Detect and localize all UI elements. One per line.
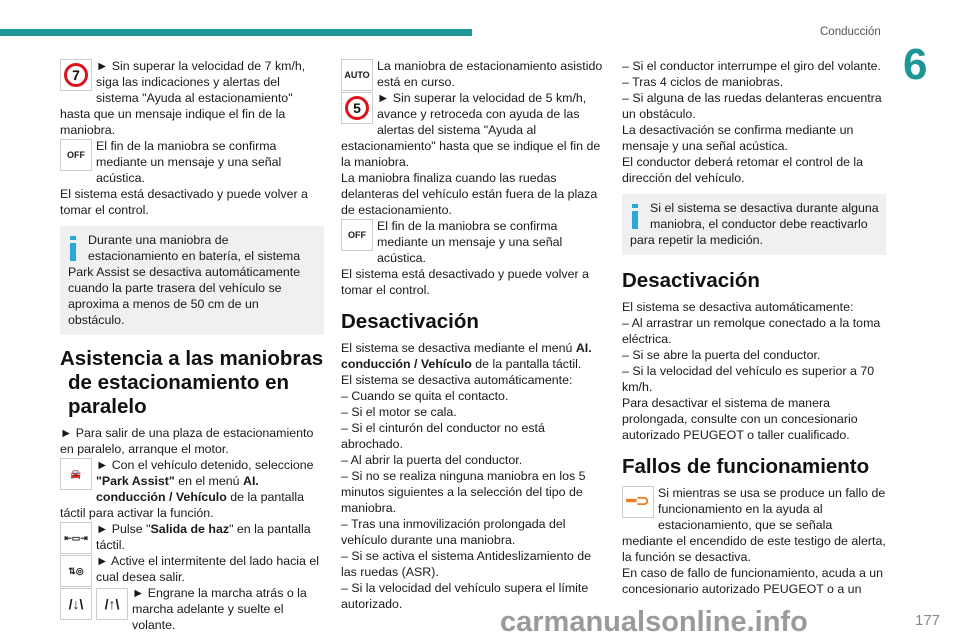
- wrench-warning-icon: ━⊃: [622, 486, 654, 518]
- paragraph: El sistema se desactiva mediante el menú AI. conducción / Vehículo de la pantalla táctil.: [341, 341, 592, 371]
- info-icon: [70, 236, 78, 262]
- steering-off-icon: OFF: [341, 219, 373, 251]
- car-icon: 🚘: [60, 458, 92, 490]
- paragraph: ► Con el vehículo detenido, seleccione "Park Assist" en el menú AI. conducción / Vehículo de la pantalla táctil para activar la función.: [60, 458, 314, 520]
- page-number: 177: [915, 612, 941, 629]
- paragraph: Si mientras se usa se produce un fallo de funcionamiento en la ayuda al estacionamiento, que se señala mediante el encendido de este testigo de alerta, la función se desactiva.: [622, 486, 886, 564]
- turn-signal-steering-icon: ⇅◎: [60, 555, 92, 587]
- paragraph: ► Sin superar la velocidad de 5 km/h, avance y retroceda con ayuda de las alertas del sistema "Ayuda al estacionamiento" hasta que se indique el fin de la maniobra.: [341, 91, 601, 169]
- info-icon: [632, 204, 640, 230]
- reverse-gear-icon: /↓\: [60, 588, 92, 620]
- paragraph: ► Para salir de una plaza de estacionamiento en paralelo, arranque el motor.: [60, 426, 314, 456]
- paragraph: La maniobra de estacionamiento asistido está en curso.: [377, 59, 603, 89]
- paragraph: En caso de fallo de funcionamiento, acuda a un concesionario autorizado PEUGEOT o a un: [622, 566, 884, 596]
- steering-auto-icon: AUTO: [341, 59, 373, 91]
- paragraph: El fin de la maniobra se confirma mediante un mensaje y una señal acústica.: [377, 219, 563, 265]
- list-item: – Al abrir la puerta del conductor.: [341, 453, 523, 467]
- paragraph: ► Sin superar la velocidad de 7 km/h, siga las indicaciones y alertas del sistema "Ayuda al estacionamiento" hasta que un mensaje indique el fin de la maniobra.: [60, 59, 306, 137]
- paragraph: La maniobra finaliza cuando las ruedas delanteras del vehículo están fuera de la plaza de estacionamiento.: [341, 171, 598, 217]
- header-accent-bar: [0, 29, 472, 36]
- speed-limit-7-icon: 7: [60, 59, 92, 91]
- column-3: [622, 58, 886, 597]
- info-box: Si el sistema se desactiva durante alguna maniobra, el conductor debe reactivarlo para repetir la medición.: [622, 194, 886, 255]
- paragraph: El sistema se desactiva automáticamente:: [341, 373, 573, 387]
- list-item: – Cuando se quita el contacto.: [341, 389, 509, 403]
- list-item: – Si se abre la puerta del conductor.: [622, 348, 821, 362]
- section-heading: Desactivación: [622, 269, 760, 292]
- section-heading: Fallos de funcionamiento: [622, 455, 870, 478]
- list-item: – Si el conductor interrumpe el giro del volante.: [622, 59, 881, 73]
- watermark: carmanualsonline.info: [500, 606, 808, 638]
- paragraph: El sistema está desactivado y puede volver a tomar el control.: [341, 267, 589, 297]
- section-title: Conducción: [820, 26, 881, 38]
- list-item: – Tras 4 ciclos de maniobras.: [622, 75, 784, 89]
- list-item: – Si se activa el sistema Antideslizamiento de las ruedas (ASR).: [341, 549, 592, 579]
- parking-exit-icon: ⇤▭⇥: [60, 522, 92, 554]
- section-heading: Desactivación: [341, 310, 479, 333]
- list-item: – Si la velocidad del vehículo es superior a 70 km/h.: [622, 364, 875, 394]
- list-item: – Si la velocidad del vehículo supera el límite autorizado.: [341, 581, 589, 611]
- paragraph: La desactivación se confirma mediante un mensaje y una señal acústica.: [622, 123, 854, 153]
- paragraph: ► Active el intermitente del lado hacia el cual desea salir.: [96, 554, 320, 584]
- list-item: – Si el cinturón del conductor no está abrochado.: [341, 421, 545, 451]
- list-item: – Si el motor se cala.: [341, 405, 457, 419]
- paragraph: El fin de la maniobra se confirma mediante un mensaje y una señal acústica.: [96, 139, 282, 185]
- column-1: [60, 58, 324, 633]
- list-item: – Tras una inmovilización prolongada del vehículo durante una maniobra.: [341, 517, 566, 547]
- list-item: – Al arrastrar un remolque conectado a la toma eléctrica.: [622, 316, 881, 346]
- paragraph: ► Engrane la marcha atrás o la marcha adelante y suelte el volante.: [132, 586, 307, 632]
- forward-gear-icon: /↑\: [96, 588, 128, 620]
- paragraph: Para desactivar el sistema de manera prolongada, consulte con un concesionario autorizado PEUGEOT o taller cualificado.: [622, 396, 858, 442]
- list-item: – Si no se realiza ninguna maniobra en los 5 minutos siguientes a la selección del tipo de maniobra.: [341, 469, 586, 515]
- speed-limit-5-icon: 5: [341, 92, 373, 124]
- section-heading: Asistencia a las maniobras de estacionamiento en paralelo: [60, 347, 324, 418]
- paragraph: ► Pulse "Salida de haz" en la pantalla táctil.: [96, 522, 311, 552]
- list-item: – Si alguna de las ruedas delanteras encuentra un obstáculo.: [622, 91, 882, 121]
- paragraph: El conductor deberá retomar el control de la dirección del vehículo.: [622, 155, 864, 185]
- column-2: [341, 58, 605, 612]
- paragraph: El sistema está desactivado y puede volver a tomar el control.: [60, 187, 308, 217]
- chapter-number: 6: [903, 40, 928, 89]
- info-box: Durante una maniobra de estacionamiento en batería, el sistema Park Assist se desactiva automáticamente cuando la parte trasera del vehículo se aproxima a menos de 50 cm de un obstáculo.: [60, 226, 324, 335]
- steering-off-icon: OFF: [60, 139, 92, 171]
- paragraph: El sistema se desactiva automáticamente:: [622, 300, 854, 314]
